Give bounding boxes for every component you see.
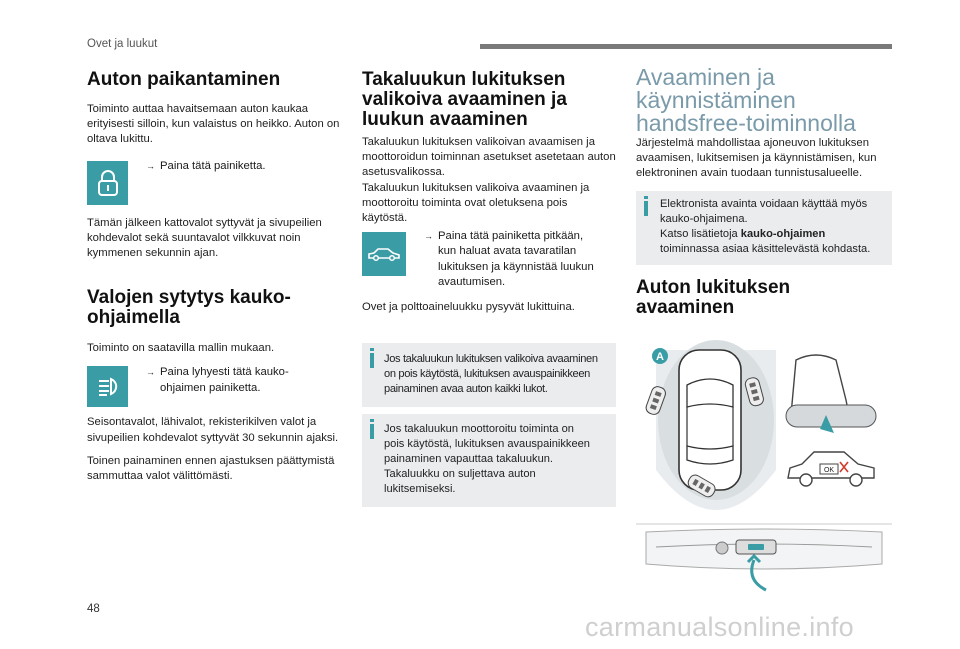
heading-auton-lukituksen-avaaminen: Auton lukituksen avaaminen (636, 276, 791, 318)
hand-door-handle-icon (786, 355, 876, 433)
paragraph: Toiminto on saatavilla mallin mukaan. (87, 342, 275, 355)
step-light-button (87, 366, 349, 407)
tailgate-opening-illustration (636, 522, 892, 604)
column-3 (636, 66, 892, 318)
callout-badge-label: A (656, 351, 664, 363)
paragraph: Seisontavalot, lähivalot, rekisterikilven valot ja sivupeilien kohdevalot syttyvät 30 sekunnin ajaksi. (87, 416, 339, 444)
car-top-view-icon (679, 350, 741, 490)
info-icon (370, 353, 374, 368)
paragraph: Takaluukun lukituksen valikoiva avaaminen ja moottoroitu toiminta ovat oletuksena pois käytöstä. (362, 181, 590, 225)
heading-handsfree: Avaaminen ja käynnistäminen handsfree-toiminnolla (636, 64, 856, 136)
section-header: Ovet ja luukut (87, 38, 158, 50)
note-text: Jos takaluukun lukituksen valikoiva avaaminen on pois käytöstä, lukituksen avauspainikkeen painaminen avaa auton kaikki lukot. (384, 353, 598, 396)
page-number: 48 (87, 603, 100, 615)
header-rule (480, 44, 892, 49)
step-lock-button (87, 161, 349, 205)
info-icon (644, 201, 648, 216)
info-note-1 (362, 343, 616, 407)
watermark: carmanualsonline.info (585, 612, 854, 642)
info-note-3 (636, 191, 892, 265)
note-text: Elektronista avainta voidaan käyttää myös kauko-ohjaimena. (660, 197, 868, 225)
padlock-button-icon (87, 161, 128, 205)
car-tailgate-button-icon (362, 232, 406, 276)
note-text: Jos takaluukun moottoroitu toiminta on pois käytöstä, lukituksen avauspainikkeen painaminen vapauttaa takaluukun. Takaluukku on suljettava auton lukitsemiseksi. (384, 423, 590, 496)
note-text: Katso lisätietoja kauko-ohjaimen toiminnassa asiaa käsittelevästä kohdasta. (660, 227, 871, 255)
paragraph: Toiminto auttaa havaitsemaan auton kaukaa erityisesti silloin, kun valaistus on heikko. Auton on oltava lukittu. (87, 103, 340, 146)
heading-auton-paikantaminen: Auton paikantaminen (87, 69, 281, 90)
paragraph: Takaluukun lukituksen valikoivan avaamisen ja moottoroidun toiminnan asetukset asetetaan auton asetusvalikossa. (362, 136, 616, 179)
step-text: → Paina tätä painiketta pitkään, kun haluat avata tavaratilan lukituksen ja käynnistää luukun avautumisen. (420, 229, 600, 290)
heading-takaluukku: Takaluukun lukituksen valikoiva avaaminen ja luukun avaaminen (362, 69, 567, 130)
car-side-ok-icon (788, 452, 874, 486)
paragraph: Toinen painaminen ennen ajastuksen päättymistä sammuttaa valot välittömästi. (87, 454, 335, 483)
step-text: → Paina tätä painiketta. (142, 159, 266, 174)
column-2 (362, 66, 616, 507)
info-note-2 (362, 414, 616, 507)
step-text: → Paina lyhyesti tätä kauko-ohjaimen painiketta. (142, 365, 312, 395)
heading-valojen-sytytys: Valojen sytytys kauko-ohjaimella (87, 287, 291, 329)
info-icon (370, 424, 374, 439)
ok-label: OK (823, 467, 835, 474)
handsfree-zone-illustration (636, 340, 892, 510)
step-tailgate-button (362, 232, 616, 290)
paragraph: Tämän jälkeen kattovalot syttyvät ja sivupeilien kohdevalot sekä suuntavalot vilkkuvat noin kymmenen sekunnin ajan. (87, 216, 322, 260)
paragraph: Ovet ja polttoaineluukku pysyvät lukittuina. (362, 301, 575, 314)
column-1 (87, 66, 349, 484)
paragraph: Järjestelmä mahdollistaa ajoneuvon lukituksen avaamisen, lukitsemisen ja käynnistämisen, kun elektroninen avain tuodaan tunnistusalueelle. (636, 137, 877, 180)
headlight-button-icon (87, 366, 128, 407)
